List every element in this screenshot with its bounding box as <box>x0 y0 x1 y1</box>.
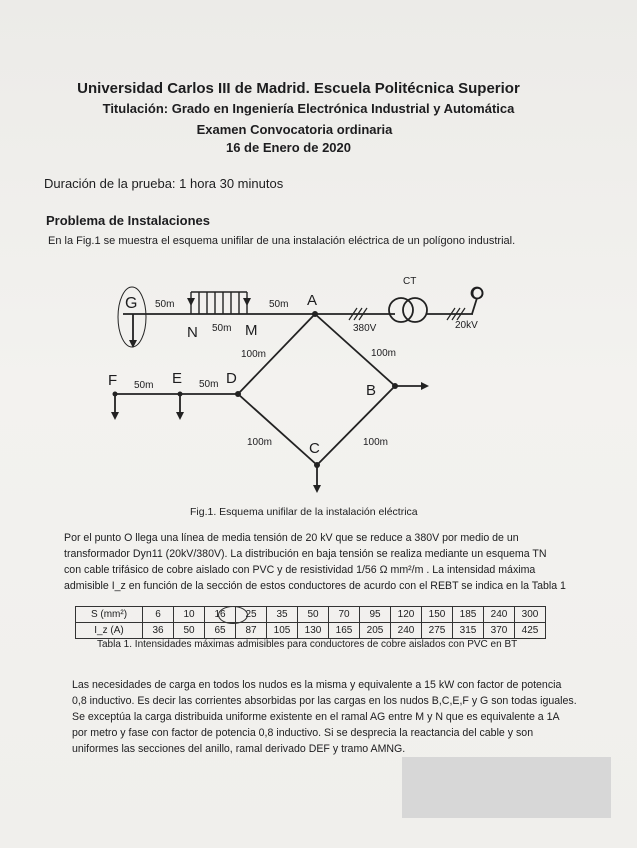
table-cell: 50 <box>174 623 205 639</box>
paragraph-2-line: uniformes las secciones del anillo, ramal derivado DEF y tramo AMNG. <box>72 743 406 755</box>
table-cell: 16 <box>205 607 236 623</box>
table-cell: 65 <box>205 623 236 639</box>
handwritten-circle-icon <box>218 606 248 624</box>
row-label-current: I_z (A) <box>76 623 143 639</box>
transformer-secondary-icon <box>403 298 427 322</box>
table-row-currents <box>76 623 546 639</box>
node-n: N <box>187 324 198 341</box>
table-cell: 87 <box>236 623 267 639</box>
exam-type: Examen Convocatoria ordinaria <box>196 122 393 137</box>
paragraph-1-line: transformador Dyn11 (20kV/380V). La distribución en baja tensión se realiza mediante un esquema TN <box>64 548 547 560</box>
paragraph-2-line: Las necesidades de carga en todos los nudos es la misma y equivalente a 15 kW con factor de potencia <box>72 679 562 691</box>
node-c: C <box>309 440 320 457</box>
row-label-section: S (mm²) <box>76 607 143 623</box>
line-dc <box>238 394 317 465</box>
problem-title: Problema de Instalaciones <box>46 213 211 228</box>
dist-ed: 50m <box>199 379 219 390</box>
dist-dc: 100m <box>247 437 273 448</box>
table-cell: 205 <box>360 623 391 639</box>
table-cell: 150 <box>422 607 453 623</box>
dist-bc: 100m <box>363 437 389 448</box>
table-cell: 130 <box>298 623 329 639</box>
distributed-load-arrows <box>191 292 247 314</box>
table-cell: 240 <box>391 623 422 639</box>
dist-ga-1: 50m <box>155 299 175 310</box>
table-cell: 275 <box>422 623 453 639</box>
paragraph-1-line: Por el punto O llega una línea de media tensión de 20 kV que se reduce a 380V por medio de un <box>64 532 519 544</box>
dist-nm: 50m <box>212 323 232 334</box>
table-cell: 70 <box>329 607 360 623</box>
table-row-sections <box>76 607 546 623</box>
table-cell: 370 <box>484 623 515 639</box>
figure-caption: Fig.1. Esquema unifilar de la instalación eléctrica <box>190 506 418 518</box>
paragraph-1 <box>64 530 566 594</box>
table-cell: 35 <box>267 607 298 623</box>
table-cell: 10 <box>174 607 205 623</box>
table-cell: 95 <box>360 607 391 623</box>
paragraph-2 <box>72 677 577 757</box>
node-b: B <box>366 382 377 399</box>
redaction-box <box>402 757 611 818</box>
paragraph-1-line: admisible I_z en función de la sección de estos conductores de acurdo con el REBT se indica en la Tabla 1 <box>64 580 566 592</box>
conductor-table <box>75 606 546 639</box>
transformer-primary-icon <box>389 298 413 322</box>
load-arrowheads <box>111 298 429 493</box>
single-line-diagram <box>95 262 495 500</box>
table-cell: 50 <box>298 607 329 623</box>
node-o: O <box>471 284 485 303</box>
voltage-20kv: 20kV <box>455 320 478 331</box>
table-cell: 105 <box>267 623 298 639</box>
node-g: G <box>125 295 138 312</box>
node-f: F <box>108 372 118 389</box>
voltage-380v: 380V <box>353 323 377 334</box>
paragraph-1-line: con cable trifásico de cobre aislado con PVC y de resistividad 1/56 Ω mm²/m . La intensidad máxima <box>64 564 536 576</box>
table-cell: 120 <box>391 607 422 623</box>
table-caption: Tabla 1. Intensidades máximas admisibles para conductores de cobre aislados con PVC en BT <box>97 639 518 650</box>
paragraph-2-line: Se exceptúa la carga distribuida uniforme existente en el ramal AG entre M y N que es equivalente a 1A <box>72 711 560 723</box>
node-a: A <box>307 292 318 309</box>
node-m: M <box>245 322 258 339</box>
table-cell: 185 <box>453 607 484 623</box>
dist-ga-2: 50m <box>269 299 289 310</box>
table-cell-circled: 25 <box>236 607 267 623</box>
dist-fe: 50m <box>134 380 154 391</box>
intro-text: En la Fig.1 se muestra el esquema unifilar de una instalación eléctrica de un polígono industrial. <box>48 235 516 247</box>
table-cell: 425 <box>515 623 546 639</box>
dist-ad: 100m <box>241 349 267 360</box>
line-bc <box>317 386 395 465</box>
table-cell: 240 <box>484 607 515 623</box>
node-d: D <box>226 370 237 387</box>
table-cell: 315 <box>453 623 484 639</box>
table-cell: 36 <box>143 623 174 639</box>
university-title: Universidad Carlos III de Madrid. Escuela Politécnica Superior <box>77 80 520 97</box>
paragraph-2-line: 0,8 inductivo. Es decir las corrientes absorbidas por las cargas en los nudos B,C,E,F y G son todas iguales. <box>72 695 577 707</box>
ct-label: CT <box>403 276 417 287</box>
table-cell: 165 <box>329 623 360 639</box>
dist-ab: 100m <box>371 348 397 359</box>
degree-title: Titulación: Grado en Ingeniería Electrónica Industrial y Automática <box>102 101 515 116</box>
table-cell: 300 <box>515 607 546 623</box>
exam-duration: Duración de la prueba: 1 hora 30 minutos <box>44 176 284 191</box>
table-cell: 6 <box>143 607 174 623</box>
paragraph-2-line: por metro y fase con factor de potencia 0,8 inductivo. Si se desprecia la reactancia del cable y son <box>72 727 534 739</box>
exam-date: 16 de Enero de 2020 <box>225 140 351 155</box>
node-e: E <box>172 370 183 387</box>
